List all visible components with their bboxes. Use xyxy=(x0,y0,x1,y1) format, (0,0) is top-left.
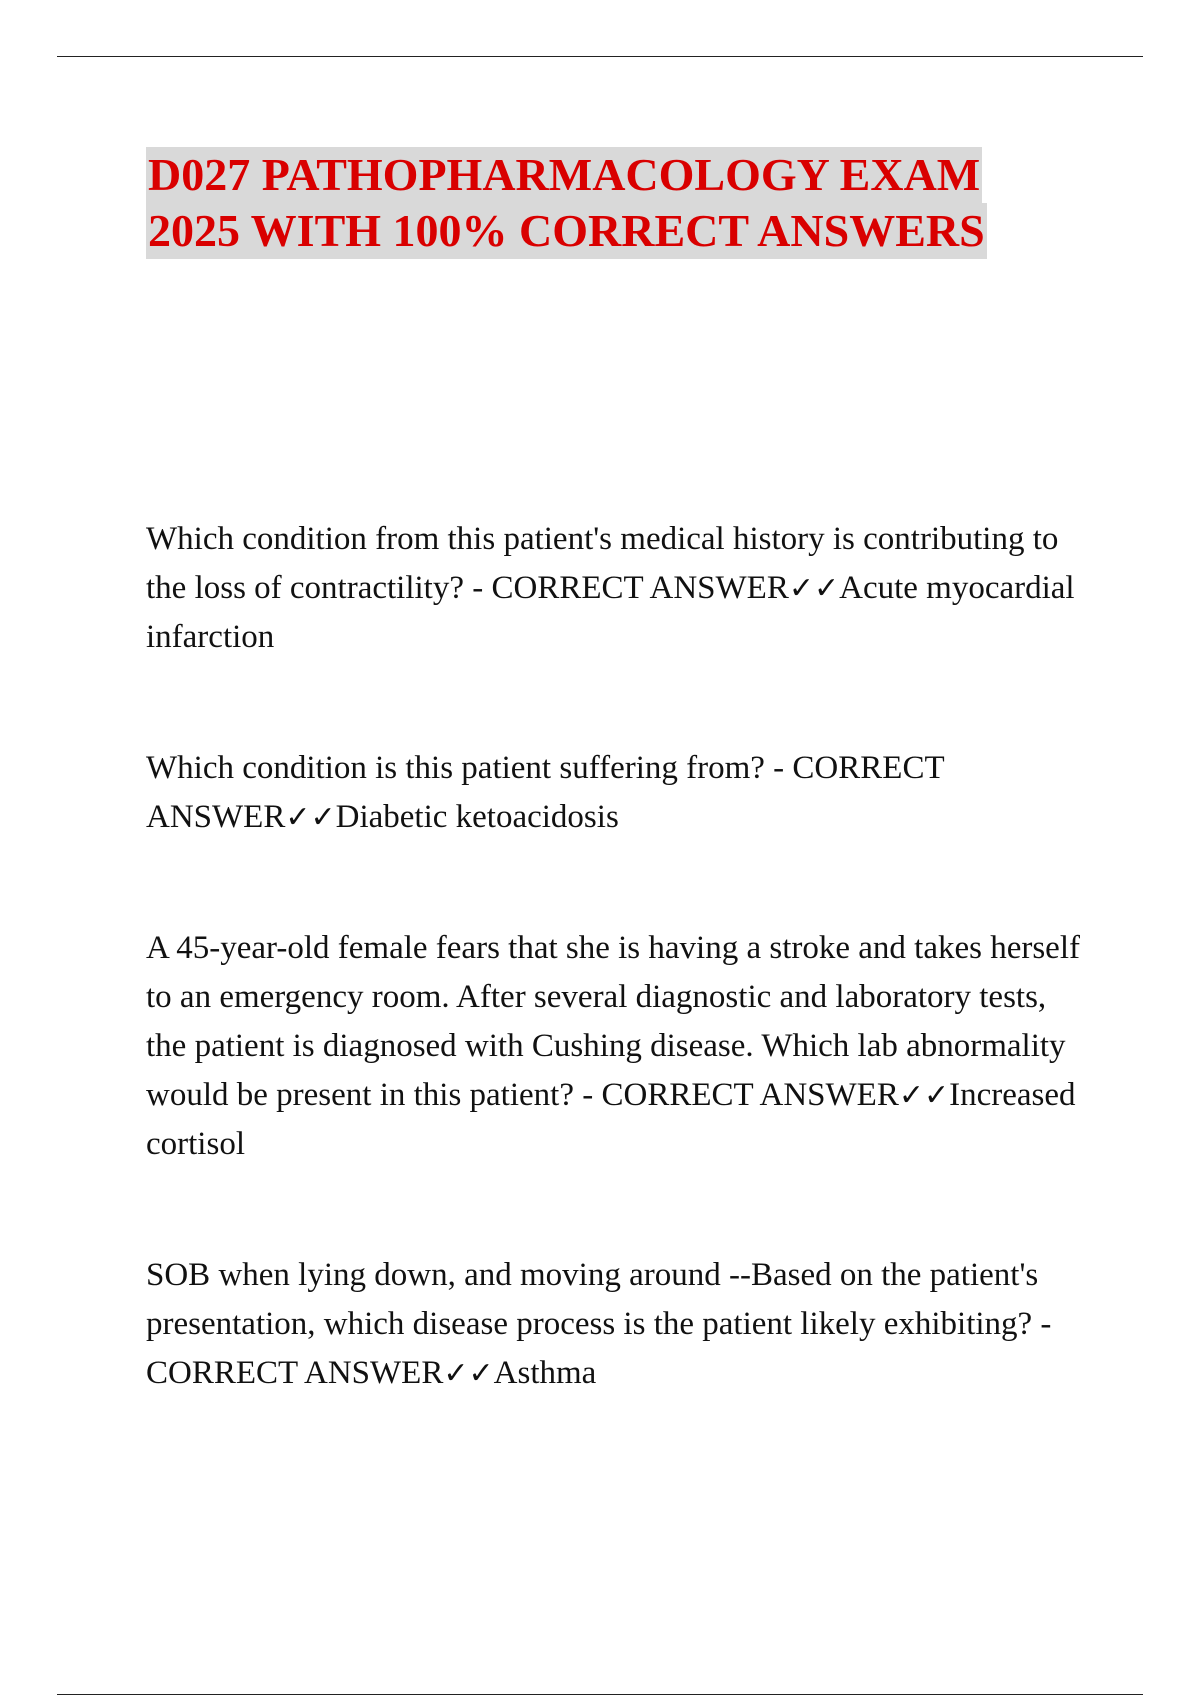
header-rule xyxy=(57,56,1143,57)
answer-text: Asthma xyxy=(493,1355,597,1391)
qa-item-2 xyxy=(146,744,1086,842)
qa-list xyxy=(146,515,1086,1398)
answer-text: Increased cortisol xyxy=(146,1077,1076,1162)
double-check-icon: ✓✓ xyxy=(898,1078,950,1113)
qa-item-1 xyxy=(146,515,1086,662)
double-check-icon: ✓✓ xyxy=(788,571,840,606)
question-text: A 45-year-old female fears that she is having a stroke and takes herself to an emergency room. After several diagnostic and laboratory tests, the patient is diagnosed with Cushing disease. Which lab abnormality would be present in this patient? - CORRECT ANSWER xyxy=(146,930,1080,1113)
qa-item-3 xyxy=(146,924,1086,1169)
title-line-2: 2025 WITH 100% CORRECT ANSWERS xyxy=(146,203,987,259)
document-title xyxy=(146,147,1086,259)
footer-rule xyxy=(57,1694,1143,1695)
document-body xyxy=(146,147,1086,1480)
answer-text: Diabetic ketoacidosis xyxy=(335,799,619,835)
question-text: Which condition is this patient suffering from? - CORRECT ANSWER xyxy=(146,750,945,835)
question-text: Which condition from this patient's medical history is contributing to the loss of contractility? - CORRECT ANSWER xyxy=(146,521,1059,606)
qa-item-4 xyxy=(146,1251,1086,1398)
answer-text: Acute myocardial infarction xyxy=(146,570,1075,655)
question-text: SOB when lying down, and moving around --Based on the patient's presentation, which disease process is the patient likely exhibiting? - CORRECT ANSWER xyxy=(146,1257,1052,1391)
double-check-icon: ✓✓ xyxy=(285,800,336,835)
double-check-icon: ✓✓ xyxy=(443,1356,494,1391)
title-line-1: D027 PATHOPHARMACOLOGY EXAM xyxy=(146,147,982,203)
